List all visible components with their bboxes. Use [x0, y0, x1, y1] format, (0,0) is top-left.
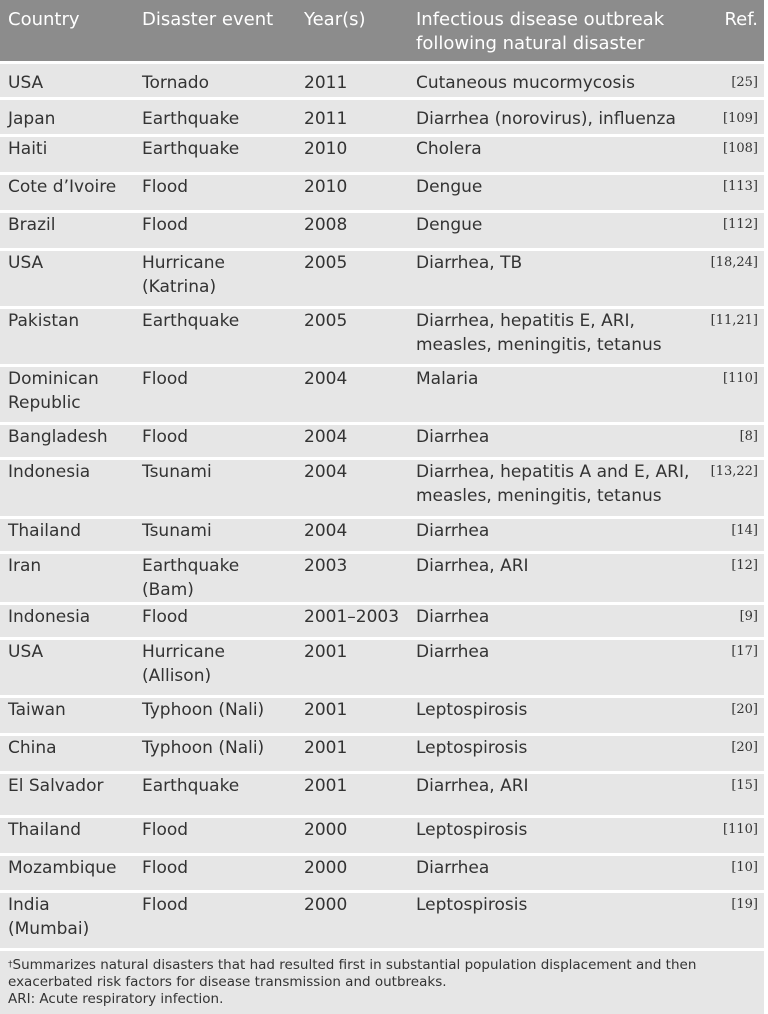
- footnote-line-1: [8, 957, 764, 991]
- cell-ref: [8]: [704, 423, 764, 458]
- cell-outbreak: Leptospirosis: [408, 816, 704, 854]
- cell-ref: [110]: [704, 816, 764, 854]
- cell-years: 2004: [296, 423, 408, 458]
- cell-disaster-event: Flood: [134, 891, 296, 948]
- table-row: [0, 891, 764, 948]
- table-row: [0, 458, 764, 517]
- table-header: [0, 0, 764, 62]
- dagger-mark: †: [8, 960, 13, 970]
- cell-years: 2000: [296, 854, 408, 891]
- cell-years: 2010: [296, 135, 408, 173]
- cell-ref: [11,21]: [704, 307, 764, 365]
- cell-country: Haiti: [0, 135, 134, 173]
- cell-ref: [15]: [704, 772, 764, 816]
- cell-disaster-event: Flood: [134, 423, 296, 458]
- table-row: [0, 249, 764, 307]
- cell-ref: [10]: [704, 854, 764, 891]
- cell-country: USA: [0, 249, 134, 307]
- cell-ref: [110]: [704, 365, 764, 423]
- cell-disaster-event: Flood: [134, 816, 296, 854]
- cell-outbreak: Diarrhea, ARI: [408, 772, 704, 816]
- header-outbreak: Infectious disease outbreak following natural disaster: [408, 0, 704, 62]
- cell-country: Mozambique: [0, 854, 134, 891]
- cell-disaster-event: Tsunami: [134, 458, 296, 517]
- cell-disaster-event: Earthquake: [134, 772, 296, 816]
- cell-disaster-event: Flood: [134, 603, 296, 638]
- cell-ref: [9]: [704, 603, 764, 638]
- cell-disaster-event: Tornado: [134, 62, 296, 98]
- table-row: [0, 816, 764, 854]
- footnote-text-1: Summarizes natural disasters that had resulted first in substantial population displacement and then exacerbated risk factors for disease transmission and outbreaks.: [8, 957, 697, 990]
- table-row: [0, 696, 764, 734]
- cell-country: Thailand: [0, 517, 134, 552]
- header-years: Year(s): [296, 0, 408, 62]
- cell-outbreak: Diarrhea, hepatitis A and E, ARI, measles, meningitis, tetanus: [408, 458, 704, 517]
- cell-years: 2000: [296, 816, 408, 854]
- cell-years: 2001: [296, 772, 408, 816]
- cell-country: China: [0, 734, 134, 772]
- cell-outbreak: Cutaneous mucormycosis: [408, 62, 704, 98]
- cell-outbreak: Dengue: [408, 173, 704, 211]
- table-row: [0, 603, 764, 638]
- cell-years: 2004: [296, 458, 408, 517]
- table-row: [0, 423, 764, 458]
- cell-country: USA: [0, 62, 134, 98]
- cell-years: 2001: [296, 734, 408, 772]
- header-ref: Ref.: [704, 0, 764, 62]
- cell-ref: [109]: [704, 98, 764, 135]
- cell-ref: [108]: [704, 135, 764, 173]
- table-row: [0, 517, 764, 552]
- table-row: [0, 734, 764, 772]
- cell-disaster-event: Flood: [134, 365, 296, 423]
- cell-disaster-event: Typhoon (Nali): [134, 734, 296, 772]
- cell-disaster-event: Flood: [134, 211, 296, 249]
- cell-outbreak: Leptospirosis: [408, 891, 704, 948]
- cell-country: Pakistan: [0, 307, 134, 365]
- cell-years: 2001–2003: [296, 603, 408, 638]
- header-row: [0, 0, 764, 62]
- cell-outbreak: Diarrhea, TB: [408, 249, 704, 307]
- cell-disaster-event: Tsunami: [134, 517, 296, 552]
- table-row: [0, 552, 764, 603]
- table-row: [0, 365, 764, 423]
- cell-years: 2008: [296, 211, 408, 249]
- header-disaster-event: Disaster event: [134, 0, 296, 62]
- cell-disaster-event: Hurricane (Allison): [134, 638, 296, 696]
- cell-country: India (Mumbai): [0, 891, 134, 948]
- cell-years: 2004: [296, 517, 408, 552]
- cell-ref: [20]: [704, 696, 764, 734]
- cell-disaster-event: Earthquake: [134, 135, 296, 173]
- cell-outbreak: Leptospirosis: [408, 734, 704, 772]
- table-row: [0, 62, 764, 98]
- cell-years: 2005: [296, 307, 408, 365]
- cell-ref: [17]: [704, 638, 764, 696]
- cell-outbreak: Cholera: [408, 135, 704, 173]
- cell-country: Bangladesh: [0, 423, 134, 458]
- table-row: [0, 854, 764, 891]
- cell-country: Cote d’Ivoire: [0, 173, 134, 211]
- cell-country: Thailand: [0, 816, 134, 854]
- cell-ref: [12]: [704, 552, 764, 603]
- cell-years: 2001: [296, 638, 408, 696]
- cell-disaster-event: Flood: [134, 854, 296, 891]
- cell-years: 2003: [296, 552, 408, 603]
- cell-country: Japan: [0, 98, 134, 135]
- cell-ref: [25]: [704, 62, 764, 98]
- cell-country: Indonesia: [0, 603, 134, 638]
- cell-years: 2005: [296, 249, 408, 307]
- table-row: [0, 135, 764, 173]
- table-row: [0, 211, 764, 249]
- cell-ref: [112]: [704, 211, 764, 249]
- cell-country: Dominican Republic: [0, 365, 134, 423]
- cell-years: 2011: [296, 62, 408, 98]
- cell-country: Brazil: [0, 211, 134, 249]
- cell-outbreak: Diarrhea: [408, 638, 704, 696]
- cell-ref: [14]: [704, 517, 764, 552]
- cell-outbreak: Diarrhea: [408, 423, 704, 458]
- cell-ref: [18,24]: [704, 249, 764, 307]
- cell-country: USA: [0, 638, 134, 696]
- cell-years: 2010: [296, 173, 408, 211]
- cell-country: El Salvador: [0, 772, 134, 816]
- cell-outbreak: Leptospirosis: [408, 696, 704, 734]
- cell-disaster-event: Earthquake: [134, 98, 296, 135]
- footnote-line-2: ARI: Acute respiratory infection.: [8, 991, 224, 1007]
- header-country: Country: [0, 0, 134, 62]
- cell-country: Taiwan: [0, 696, 134, 734]
- table-body: [0, 62, 764, 948]
- cell-outbreak: Diarrhea: [408, 854, 704, 891]
- cell-outbreak: Diarrhea (norovirus), influenza: [408, 98, 704, 135]
- cell-disaster-event: Earthquake: [134, 307, 296, 365]
- cell-disaster-event: Typhoon (Nali): [134, 696, 296, 734]
- cell-outbreak: Diarrhea: [408, 517, 704, 552]
- cell-ref: [13,22]: [704, 458, 764, 517]
- cell-ref: [20]: [704, 734, 764, 772]
- cell-outbreak: Malaria: [408, 365, 704, 423]
- cell-country: Iran: [0, 552, 134, 603]
- table-footnote: [0, 948, 764, 1014]
- table-row: [0, 98, 764, 135]
- cell-outbreak: Dengue: [408, 211, 704, 249]
- cell-ref: [19]: [704, 891, 764, 948]
- cell-ref: [113]: [704, 173, 764, 211]
- cell-disaster-event: Hurricane (Katrina): [134, 249, 296, 307]
- cell-disaster-event: Earthquake (Bam): [134, 552, 296, 603]
- cell-outbreak: Diarrhea, hepatitis E, ARI, measles, meningitis, tetanus: [408, 307, 704, 365]
- cell-years: 2000: [296, 891, 408, 948]
- cell-years: 2011: [296, 98, 408, 135]
- table-row: [0, 638, 764, 696]
- cell-country: Indonesia: [0, 458, 134, 517]
- cell-outbreak: Diarrhea: [408, 603, 704, 638]
- cell-years: 2001: [296, 696, 408, 734]
- cell-years: 2004: [296, 365, 408, 423]
- table-row: [0, 307, 764, 365]
- cell-outbreak: Diarrhea, ARI: [408, 552, 704, 603]
- table-row: [0, 772, 764, 816]
- table-row: [0, 173, 764, 211]
- cell-disaster-event: Flood: [134, 173, 296, 211]
